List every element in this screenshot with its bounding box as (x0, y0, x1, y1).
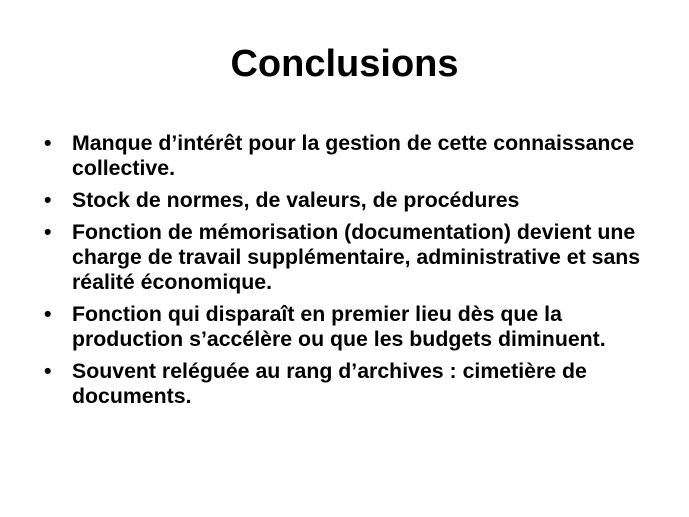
slide-title: Conclusions (230, 43, 459, 85)
bullet-dot-icon: • (44, 188, 52, 212)
bullet-dot-icon: • (44, 220, 52, 244)
bullet-item (44, 188, 669, 213)
bullet-item (44, 302, 669, 352)
bullet-item (44, 131, 669, 181)
bullet-text: Manque d’intérêt pour la gestion de cette connaissance collective. (72, 131, 635, 180)
bullet-dot-icon: • (44, 302, 52, 326)
bullet-text: Stock de normes, de valeurs, de procédures (72, 188, 520, 212)
bullet-dot-icon: • (44, 131, 52, 155)
bullet-dot-icon: • (44, 359, 52, 383)
bullet-text: Souvent reléguée au rang d’archives : cimetière de documents. (72, 359, 587, 408)
bullet-text: Fonction qui disparaît en premier lieu dès que la production s’accélère ou que les budgets diminuent. (72, 302, 606, 351)
bullet-list (44, 131, 669, 416)
bullet-item (44, 359, 669, 409)
bullet-item (44, 220, 669, 295)
bullet-text: Fonction de mémorisation (documentation) devient une charge de travail supplémentaire, administrative et sans réalité économique. (72, 220, 641, 294)
